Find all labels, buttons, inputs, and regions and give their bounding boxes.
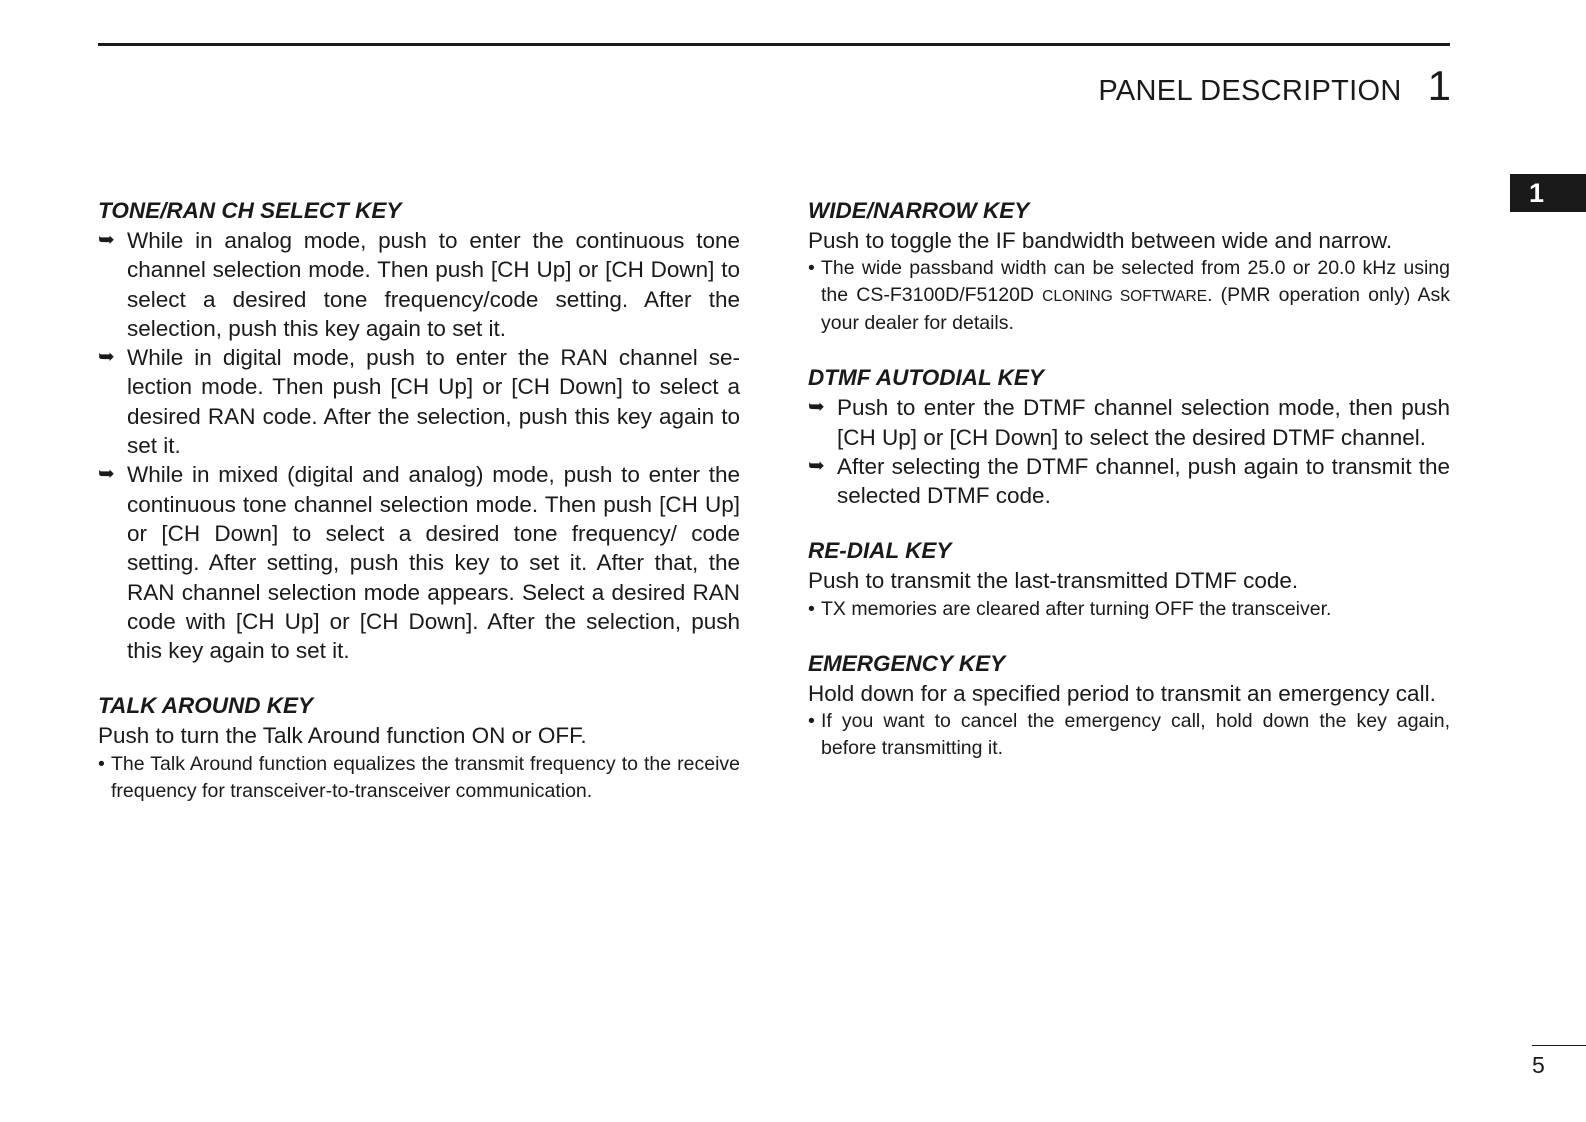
bullet-note: [808, 596, 1450, 623]
section-title: TALK AROUND KEY: [98, 693, 313, 719]
bullet-icon: •: [808, 597, 815, 620]
arrow-list-item: [98, 226, 740, 343]
section-description: Push to turn the Talk Around function ON or OFF.: [98, 723, 587, 749]
note-text: If you want to cancel the emergency call, hold down the key again, before transmitting it.: [821, 710, 1450, 760]
arrow-icon: ➥: [808, 454, 825, 477]
right-column: [808, 196, 1450, 788]
section-talk-around-key: [98, 691, 740, 804]
bullet-icon: •: [98, 752, 105, 775]
arrow-list-item: [808, 452, 1450, 511]
bullet-note: [98, 751, 740, 805]
section-re-dial-key: [808, 536, 1450, 622]
section-tone-ran-ch-select-key: [98, 196, 740, 665]
section-description: Push to toggle the IF bandwidth between wide and narrow.: [808, 228, 1393, 253]
note-text: [821, 257, 1450, 334]
item-text: While in digital mode, push to enter the RAN channel selection mode. Then push [CH Up] or [CH Down] to select a desired RAN code. After the selection, push this key again to set it.: [127, 345, 740, 459]
item-text: While in analog mode, push to enter the continuous tone channel selection mode. Then push [CH Up] or [CH Down] to select a desired tone frequency/code setting. After the selection, push this key again to set it.: [127, 228, 740, 341]
section-title: TONE/RAN CH SELECT KEY: [98, 198, 402, 223]
section-emergency-key: [808, 649, 1450, 762]
note-text-part1: The wide passband width can be selected from 25.0 or 20.0 kHz using the CS-F3100D/F5120D: [821, 257, 1450, 307]
arrow-list-item: [98, 460, 740, 665]
bullet-icon: •: [808, 257, 815, 280]
section-description: Push to transmit the last-transmitted DTMF code.: [808, 568, 1299, 594]
arrow-icon: ➥: [808, 396, 825, 419]
bullet-note: [808, 708, 1450, 762]
header-chapter-number: 1: [1427, 62, 1451, 109]
arrow-icon: ➥: [98, 346, 115, 369]
note-text: The Talk Around function equalizes the transmit frequency to the receive frequency for transceiver-to-transceiver communication.: [111, 752, 740, 802]
chapter-tab: 1: [1510, 174, 1586, 212]
page-number: 5: [1532, 1052, 1545, 1078]
cloning-software-label: CLONING SOFTWARE: [1042, 288, 1208, 306]
bullet-icon: •: [808, 710, 815, 733]
item-text: While in mixed (digital and analog) mode, push to enter the continuous tone channel selection mode. Then push [CH Up] or [CH Down] to select a desired tone frequency/ code setting. After setting, push this key to set it. After that, the RAN channel selection mode appears. Select a desired RAN code with [CH Up] or [CH Down]. After the selection, push this key again to set it.: [127, 462, 740, 664]
section-dtmf-autodial-key: [808, 363, 1450, 510]
item-text: After selecting the DTMF channel, push again to transmit the selected DTMF code.: [837, 453, 1450, 509]
arrow-icon: ➥: [98, 229, 115, 251]
header-title: PANEL DESCRIPTION: [1098, 75, 1402, 107]
section-title: EMERGENCY KEY: [808, 650, 1006, 676]
left-column: [98, 196, 740, 831]
arrow-icon: ➥: [98, 463, 115, 486]
bullet-note: [808, 255, 1450, 337]
note-text-part2: . (PMR operation only) Ask your dealer for details.: [821, 284, 1450, 335]
top-rule: [98, 43, 1450, 46]
arrow-list-item: [98, 343, 740, 460]
footer-rule: [1532, 1045, 1586, 1046]
arrow-list-item: [808, 393, 1450, 452]
section-wide-narrow-key: [808, 196, 1450, 337]
section-title: DTMF AUTODIAL KEY: [808, 365, 1044, 391]
section-title: RE-DIAL KEY: [808, 538, 952, 564]
item-text: Push to enter the DTMF channel selection mode, then push [CH Up] or [CH Down] to select the desired DTMF channel.: [837, 395, 1450, 450]
page-header: [1098, 62, 1451, 110]
section-description: Hold down for a specified period to transmit an emergency call.: [808, 680, 1436, 706]
note-text: TX memories are cleared after turning OFF the transceiver.: [821, 597, 1332, 620]
section-title: WIDE/NARROW KEY: [808, 198, 1030, 223]
